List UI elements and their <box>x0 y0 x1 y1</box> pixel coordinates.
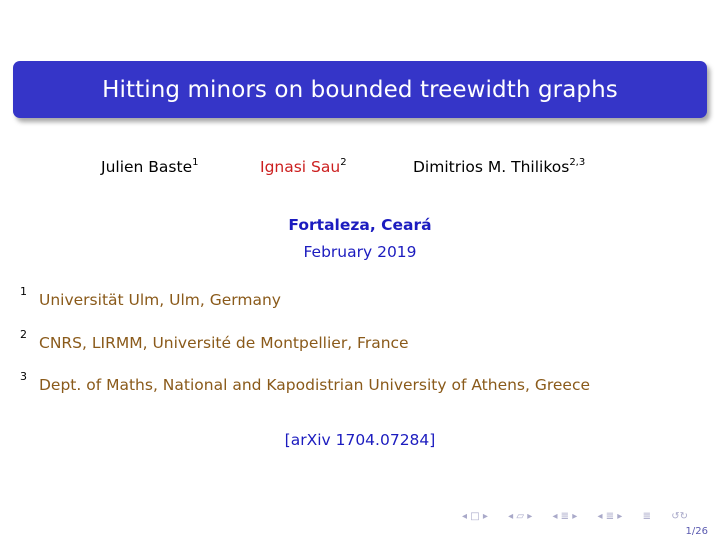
author-sau: Ignasi Sau$^2$ <box>260 157 347 176</box>
author-baste: Julien Baste$^1$ <box>101 157 199 176</box>
arxiv-reference: [arXiv 1704.07284] <box>284 431 436 449</box>
author-list <box>0 158 720 188</box>
nav-frame-icon[interactable]: ◂ □ ▸ <box>462 510 488 522</box>
slide-title: Hitting minors on bounded treewidth graphs <box>102 76 618 103</box>
date: February 2019 <box>303 243 417 261</box>
nav-appendix-icon[interactable]: ◂ ≣ ▸ <box>597 510 623 522</box>
venue: Fortaleza, Ceará <box>288 216 432 234</box>
beamer-navigation <box>462 509 688 523</box>
nav-align-icon[interactable]: ≣ <box>642 510 651 522</box>
nav-search-icon[interactable]: ↺↻ <box>671 510 688 522</box>
title-box <box>13 61 707 118</box>
nav-section-icon[interactable]: ◂ ≣ ▸ <box>552 510 578 522</box>
author-thilikos: Dimitrios M. Thilikos$^{2,3}$ <box>413 157 586 176</box>
page-number: 1/26 <box>685 526 708 537</box>
nav-subsection-icon[interactable]: ◂ ▱ ▸ <box>508 510 533 522</box>
